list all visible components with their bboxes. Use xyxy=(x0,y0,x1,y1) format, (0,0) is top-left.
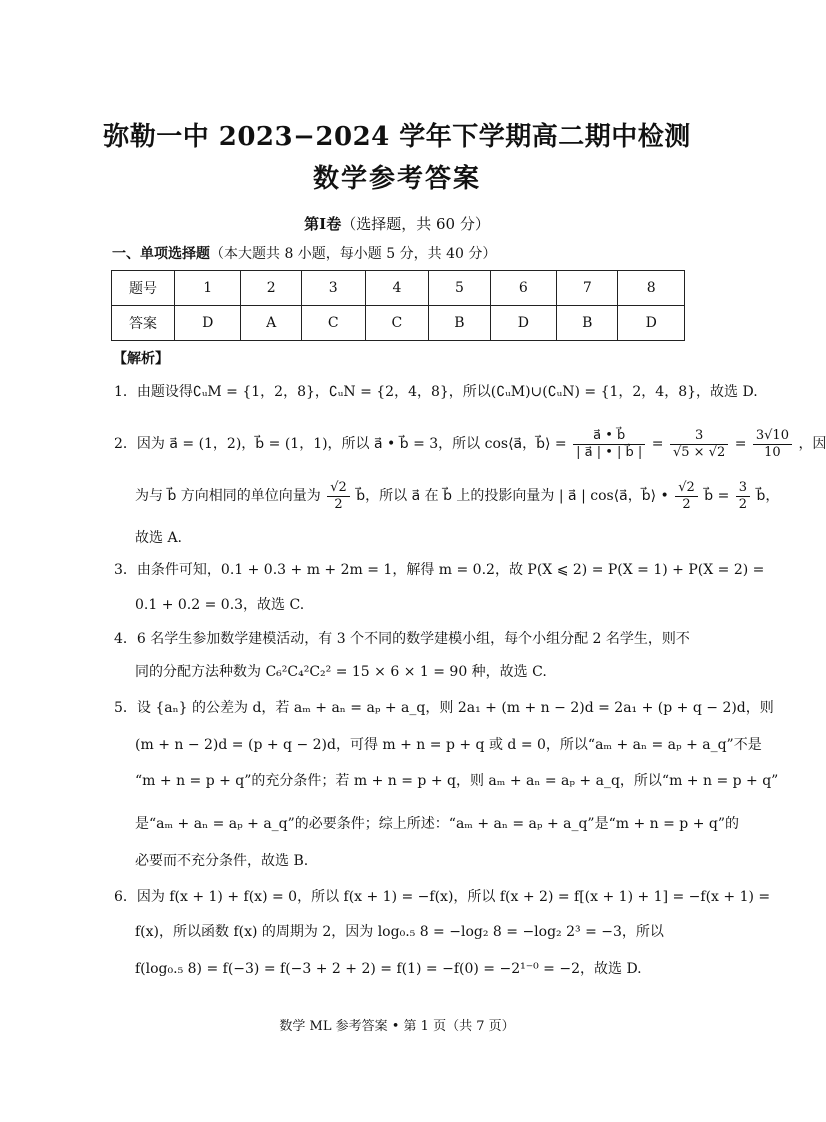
solution-2-line-1 xyxy=(114,424,826,464)
volume-label: 第Ⅰ卷 xyxy=(304,215,342,233)
table-cell: 5 xyxy=(429,271,490,306)
fraction xyxy=(573,428,645,461)
row-header-answer: 答案 xyxy=(112,306,175,341)
solution-5-line-2: (m + n − 2)d = (p + q − 2)d，可得 m + n = p + q 或 d = 0，所以“aₘ + aₙ = aₚ + a_q”不是 xyxy=(135,737,762,753)
table-cell: 7 xyxy=(557,271,618,306)
fraction-denominator: √5 × √2 xyxy=(672,444,726,460)
table-cell: 6 xyxy=(490,271,556,306)
fraction-denominator: 2 xyxy=(334,496,343,512)
fraction-numerator: √2 xyxy=(675,480,698,497)
fraction xyxy=(670,428,728,461)
solution-2-tail: ，因 xyxy=(798,436,826,452)
solution-1: 1．由题设得∁ᵤM = {1，2，8}，∁ᵤN = {2，4，8}，所以(∁ᵤM)∪(∁ᵤN) = {1，2，4，8}，故选 D. xyxy=(114,384,758,400)
fraction-numerator: a⃗ • b⃗ xyxy=(573,428,645,445)
fraction-denominator: | a⃗ | • | b⃗ | xyxy=(576,444,643,460)
fraction xyxy=(327,480,350,513)
table-cell: B xyxy=(429,306,490,341)
volume-desc: （选择题，共 60 分） xyxy=(341,215,490,233)
solution-6-line-3: f(log₀.₅ 8) = f(−3) = f(−3 + 2 + 2) = f(1) = −f(0) = −2¹⁻⁰ = −2，故选 D. xyxy=(135,961,642,977)
analysis-heading: 【解析】 xyxy=(113,351,169,367)
page-title: 弥勒一中 2023−2024 学年下学期高二期中检测 xyxy=(103,122,691,152)
fraction-numerator: 3 xyxy=(670,428,728,445)
table-cell: 3 xyxy=(301,271,365,306)
fraction-denominator: 2 xyxy=(682,496,691,512)
equals-sign: = xyxy=(651,436,664,452)
solution-5-line-3: “m + n = p + q”的充分条件；若 m + n = p + q，则 aₘ + aₙ = aₚ + a_q，所以“m + n = p + q” xyxy=(135,773,779,789)
fraction-denominator: 10 xyxy=(764,444,781,460)
table-cell: D xyxy=(490,306,556,341)
table-cell: B xyxy=(557,306,618,341)
solution-5-line-1: 5．设 {aₙ} 的公差为 d，若 aₘ + aₙ = aₚ + a_q，则 2a₁ + (m + n − 2)d = 2a₁ + (p + q − 2)d，则 xyxy=(114,700,774,716)
solution-3-line-1: 3．由条件可知，0.1 + 0.3 + m + 2m = 1，解得 m = 0.2，故 P(X ⩽ 2) = P(X = 1) + P(X = 2) = xyxy=(114,562,765,578)
page-footer: 数学 ML 参考答案 • 第 1 页（共 7 页） xyxy=(279,1019,515,1034)
solution-6-line-1: 6．因为 f(x + 1) + f(x) = 0，所以 f(x + 1) = −f(x)，所以 f(x + 2) = f[(x + 1) + 1] = −f(x + 1) = xyxy=(114,889,771,905)
section-desc: （本大题共 8 小题，每小题 5 分，共 40 分） xyxy=(210,246,497,262)
answer-table xyxy=(111,270,685,341)
table-cell: A xyxy=(241,306,301,341)
volume-heading xyxy=(0,213,794,234)
fraction xyxy=(753,428,792,461)
row-header-number: 题号 xyxy=(112,271,175,306)
solution-2-text-b2: b⃗，所以 a⃗ 在 b⃗ 上的投影向量为 | a⃗ | cos⟨a⃗，b⃗⟩ • xyxy=(356,488,669,504)
table-row-numbers xyxy=(112,271,685,306)
solution-4-line-1: 4．6 名学生参加数学建模活动，有 3 个不同的数学建模小组，每个小组分配 2 名学生，则不 xyxy=(114,631,690,647)
solution-5-line-4: 是“aₘ + aₙ = aₚ + a_q”的必要条件；综上所述：“aₘ + aₙ = aₚ + a_q”是“m + n = p + q”的 xyxy=(135,816,740,832)
fraction-numerator: 3√10 xyxy=(753,428,792,445)
table-cell: C xyxy=(365,306,429,341)
solution-2-text-b1: 为与 b⃗ 方向相同的单位向量为 xyxy=(135,488,321,504)
solution-6-line-2: f(x)，所以函数 f(x) 的周期为 2，因为 log₀.₅ 8 = −log₂ 8 = −log₂ 2³ = −3，所以 xyxy=(135,924,664,940)
section-heading xyxy=(112,243,496,263)
solution-2-text-b3: b⃗ = xyxy=(704,488,730,504)
page-subtitle: 数学参考答案 xyxy=(312,164,481,194)
solution-2-text-b4: b⃗， xyxy=(756,488,780,504)
table-cell: D xyxy=(175,306,241,341)
solution-3-line-2: 0.1 + 0.2 = 0.3，故选 C. xyxy=(135,597,305,613)
table-cell: 1 xyxy=(175,271,241,306)
table-cell: 4 xyxy=(365,271,429,306)
fraction-numerator: √2 xyxy=(327,480,350,497)
solution-4-line-2: 同的分配方法种数为 C₆²C₄²C₂² = 15 × 6 × 1 = 90 种，故选 C. xyxy=(135,664,547,680)
solution-2-text-a: 2．因为 a⃗ = (1，2)，b⃗ = (1，1)，所以 a⃗ • b⃗ = 3，所以 cos⟨a⃗，b⃗⟩ = xyxy=(114,436,567,452)
solution-5-line-5: 必要而不充分条件，故选 B. xyxy=(135,853,309,869)
solution-2-line-2 xyxy=(135,476,779,516)
table-row-answers xyxy=(112,306,685,341)
equals-sign: = xyxy=(734,436,747,452)
fraction xyxy=(675,480,698,513)
table-cell: D xyxy=(618,306,685,341)
solution-2-line-3: 故选 A. xyxy=(135,530,183,546)
fraction-numerator: 3 xyxy=(736,480,750,497)
table-cell: 2 xyxy=(241,271,301,306)
fraction-denominator: 2 xyxy=(738,496,748,512)
table-cell: 8 xyxy=(618,271,685,306)
table-cell: C xyxy=(301,306,365,341)
fraction xyxy=(736,480,750,513)
section-label: 一、单项选择题 xyxy=(112,246,210,262)
